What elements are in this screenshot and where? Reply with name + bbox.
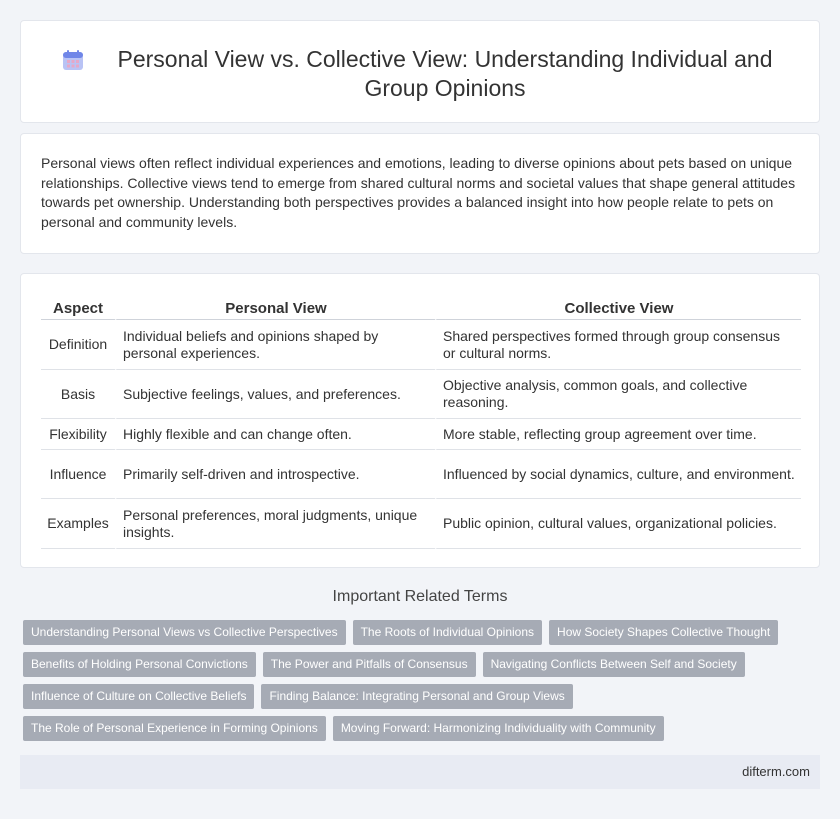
related-term-link[interactable]: Influence of Culture on Collective Beliefs	[23, 684, 254, 709]
cell-aspect: Definition	[41, 320, 115, 370]
cell-aspect: Influence	[41, 450, 115, 499]
header-aspect: Aspect	[41, 294, 115, 320]
table-row	[41, 370, 801, 419]
table-row	[41, 450, 801, 499]
tag-row	[23, 716, 664, 741]
cell-aspect: Examples	[41, 499, 115, 549]
related-term-link[interactable]: How Society Shapes Collective Thought	[549, 620, 778, 645]
header-card	[20, 20, 820, 123]
cell-personal: Highly flexible and can change often.	[115, 419, 435, 450]
footer-site-link[interactable]: difterm.com	[742, 764, 810, 779]
related-term-link[interactable]: The Role of Personal Experience in Forming Opinions	[23, 716, 326, 741]
intro-text: Personal views often reflect individual experiences and emotions, leading to diverse opinions about pets based on unique relationships. Collective views tend to emerge from shared cultural norms and societal values that shape general attitudes towards pet ownership. Understanding both perspectives provides a balanced insight into how people relate to pets on personal and community levels.	[41, 155, 796, 230]
cell-personal: Personal preferences, moral judgments, unique insights.	[115, 499, 435, 549]
page-title: Personal View vs. Collective View: Understanding Individual and Group Opinions	[117, 46, 773, 101]
cell-personal: Subjective feelings, values, and preferences.	[115, 370, 435, 419]
related-term-link[interactable]: Navigating Conflicts Between Self and Society	[483, 652, 745, 677]
cell-aspect: Basis	[41, 370, 115, 419]
intro-card	[20, 133, 820, 254]
table-row	[41, 499, 801, 549]
tag-row	[23, 652, 745, 677]
related-term-link[interactable]: Understanding Personal Views vs Collective Perspectives	[23, 620, 346, 645]
related-term-link[interactable]: Moving Forward: Harmonizing Individuality with Community	[333, 716, 664, 741]
header-personal-view: Personal View	[115, 294, 435, 320]
table-row	[41, 320, 801, 370]
comparison-table	[41, 294, 801, 549]
cell-collective: Public opinion, cultural values, organizational policies.	[435, 499, 801, 549]
cell-collective: Influenced by social dynamics, culture, and environment.	[435, 450, 801, 499]
cell-collective: Objective analysis, common goals, and collective reasoning.	[435, 370, 801, 419]
tag-row	[23, 684, 573, 709]
cell-personal: Individual beliefs and opinions shaped by personal experiences.	[115, 320, 435, 370]
cell-collective: Shared perspectives formed through group consensus or cultural norms.	[435, 320, 801, 370]
table-row	[41, 419, 801, 450]
related-terms-title: Important Related Terms	[332, 588, 508, 605]
footer	[20, 755, 820, 789]
cell-collective: More stable, reflecting group agreement over time.	[435, 419, 801, 450]
cell-aspect: Flexibility	[41, 419, 115, 450]
cell-personal: Primarily self-driven and introspective.	[115, 450, 435, 499]
related-term-link[interactable]: The Power and Pitfalls of Consensus	[263, 652, 476, 677]
table-header-row	[41, 294, 801, 320]
comparison-card	[20, 273, 820, 568]
calendar-icon	[61, 48, 85, 72]
related-term-link[interactable]: Finding Balance: Integrating Personal and Group Views	[261, 684, 572, 709]
related-term-link[interactable]: The Roots of Individual Opinions	[353, 620, 542, 645]
related-term-link[interactable]: Benefits of Holding Personal Convictions	[23, 652, 256, 677]
header-collective-view: Collective View	[435, 294, 801, 320]
tag-row	[23, 620, 778, 645]
